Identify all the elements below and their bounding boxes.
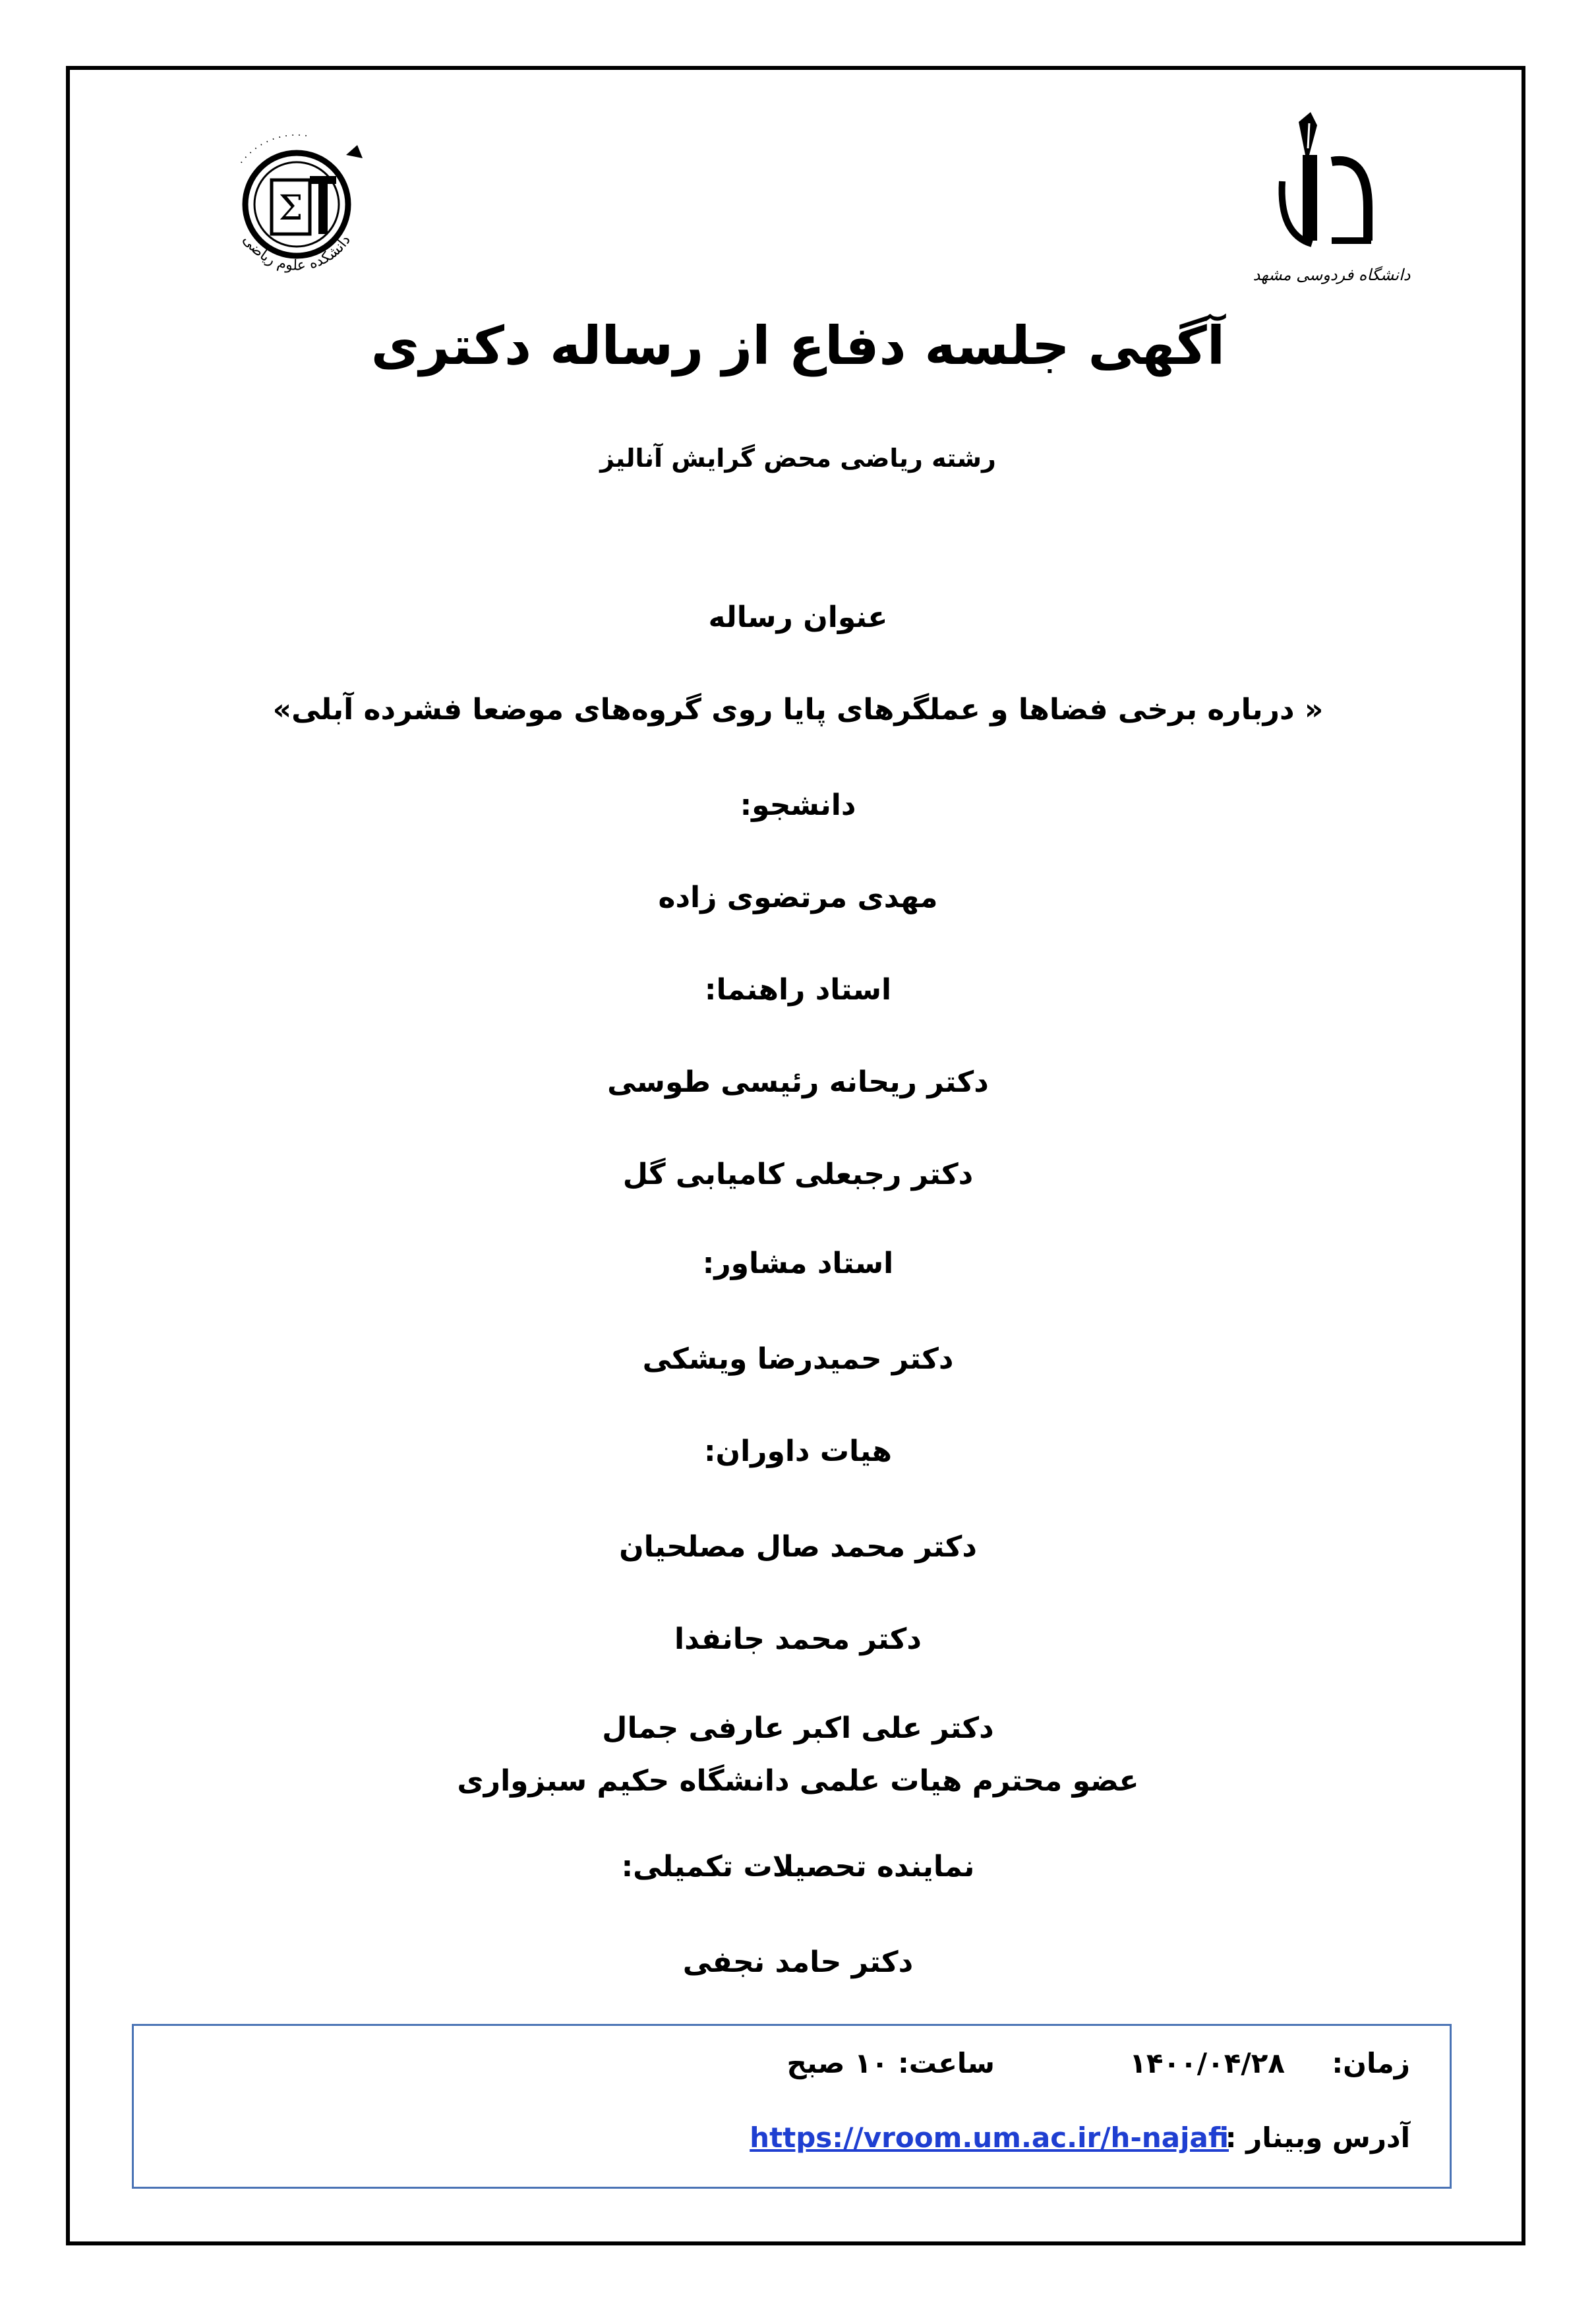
student-label: دانشجو: [740, 788, 856, 822]
committee-name-3: دکتر علی اکبر عارفی جمال [602, 1711, 994, 1745]
time-label: زمان: [1332, 2047, 1410, 2079]
thesis-label: عنوان رساله [708, 601, 888, 634]
ferdowsi-university-logo [1253, 109, 1411, 293]
committee-name-2: دکتر محمد جانفدا [674, 1622, 922, 1656]
session-info-box [132, 2024, 1452, 2189]
session-date: ۱۴۰۰/۰۴/۲۸ [1129, 2047, 1285, 2079]
supervisor-name-2: دکتر رجبعلی کامیابی گل [622, 1158, 974, 1191]
advisor-label: استاد مشاور: [702, 1247, 894, 1280]
page-subtitle: رشته ریاضی محض گرایش آنالیز [600, 444, 996, 473]
thesis-title: « درباره برخی فضاها و عملگرهای پایا روی گروه‌های موضعا فشرده آبلی» [272, 693, 1324, 726]
svg-text:Σ: Σ [278, 189, 303, 228]
student-name: مهدی مرتضوی زاده [658, 881, 938, 914]
page-title: آگهی جلسه دفاع از رساله دکتری [370, 315, 1226, 376]
supervisor-label: استاد راهنما: [704, 973, 892, 1007]
math-faculty-logo [211, 115, 382, 293]
session-hour: ساعت: ۱۰ صبح [786, 2047, 995, 2079]
advisor-name: دکتر حمیدرضا ویشکی [642, 1342, 954, 1376]
math-faculty-arc-text: دانشکده علوم ریاضی [239, 231, 354, 274]
supervisor-name-1: دکتر ریحانه رئیسی طوسی [607, 1065, 989, 1099]
webinar-link[interactable]: https://vroom.um.ac.ir/h-najafi [750, 2121, 1229, 2154]
committee-affiliation: عضو محترم هیات علمی دانشگاه حکیم سبزواری [457, 1764, 1139, 1798]
committee-name-1: دکتر محمد صال مصلحیان [619, 1530, 977, 1564]
graduate-rep-name: دکتر حامد نجفی [682, 1945, 914, 1979]
graduate-rep-label: نماینده تحصیلات تکمیلی: [621, 1850, 975, 1883]
committee-label: هیات داوران: [703, 1435, 893, 1468]
ferdowsi-university-caption: دانشگاه فردوسی مشهد [1253, 266, 1411, 284]
svg-text:· · · · · · · · · · · ·: · · · · · · · · · · · · [235, 129, 309, 167]
webinar-label: آدرس وبینار : [1225, 2121, 1410, 2154]
